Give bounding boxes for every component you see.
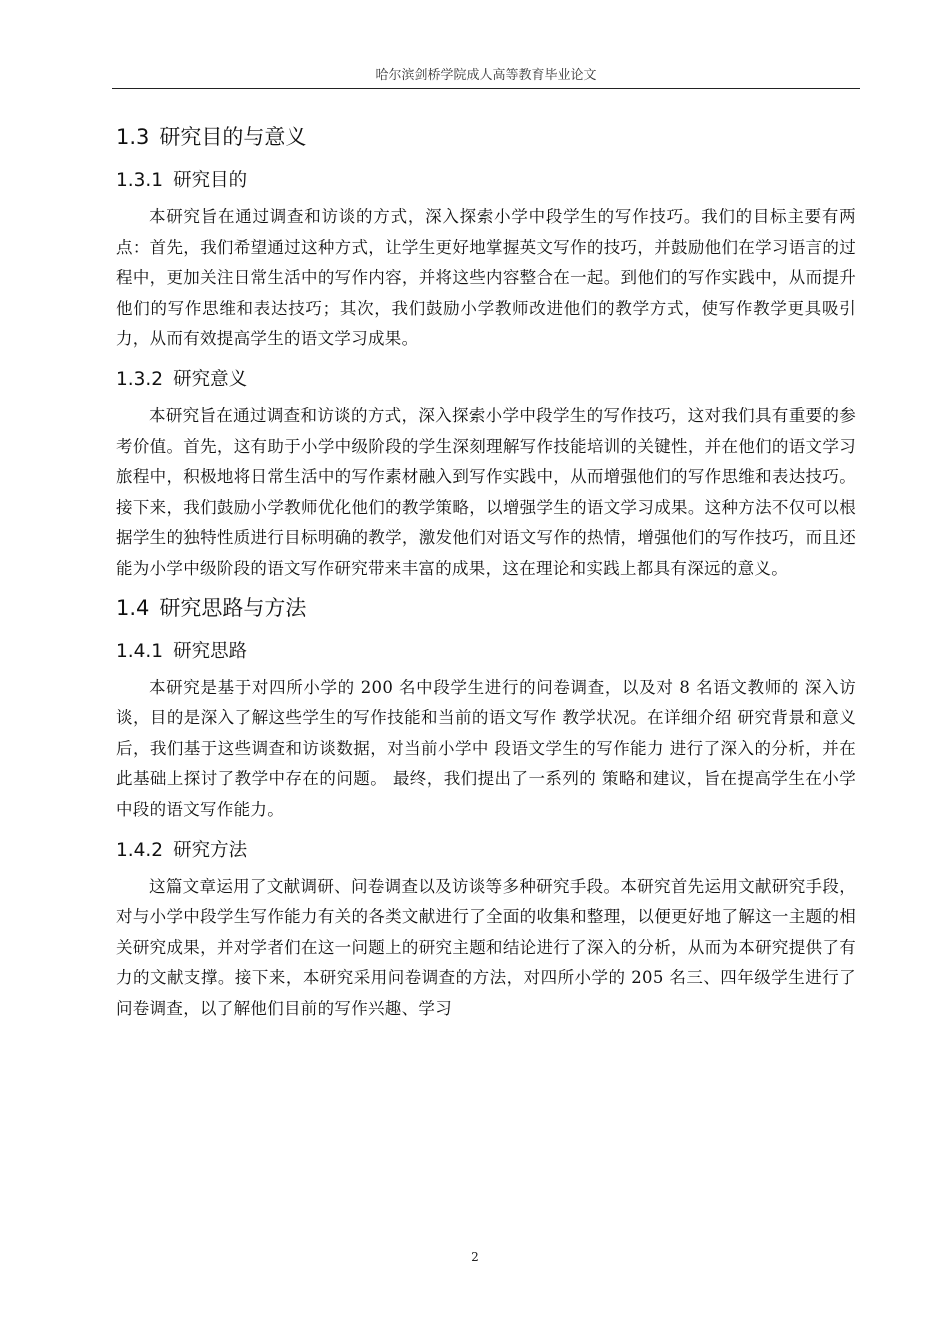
section-title: 研究目的与意义 bbox=[159, 125, 307, 149]
paragraph-research-approach: 本研究是基于对四所小学的 200 名中段学生进行的问卷调查，以及对 8 名语文教师的 深入访谈，目的是深入了解这些学生的写作技能和当前的语文写作 教学状况。在详细介绍 研究背景和意义后，我们基于这些调查和访谈数据，对当前小学中 段语文学生的写作能力 进行了深入的分析，并在此基础上探讨了教学中存在的问题。 最终，我们提出了一系列的 策略和建议，旨在提高学生在小学中段的语文写作能力。 bbox=[116, 677, 856, 819]
header-divider bbox=[112, 88, 860, 89]
subsection-title: 研究方法 bbox=[173, 839, 248, 861]
subsection-heading-1-4-1 bbox=[116, 633, 856, 671]
paragraph-research-purpose: 本研究旨在通过调查和访谈的方式，深入探索小学中段学生的写作技巧。我们的目标主要有两点：首先，我们希望通过这种方式，让学生更好地掌握英文写作的技巧，并鼓励他们在学习语言的过程中，更加关注日常生活中的写作内容，并将这些内容整合在一起。到他们的写作实践中，从而提升他们的写作思维和表达技巧；其次，我们鼓励小学教师改进他们的教学方式，使写作教学更具吸引力，从而有效提高学生的语文学习成果。 bbox=[116, 207, 856, 349]
subsection-number: 1.4.2 bbox=[116, 839, 164, 861]
subsection-heading-1-3-1 bbox=[116, 162, 856, 200]
subsection-heading-1-3-2 bbox=[116, 361, 856, 399]
page-header: 哈尔滨剑桥学院成人高等教育毕业论文 bbox=[375, 68, 597, 83]
page-number: 2 bbox=[471, 1250, 479, 1264]
document-body bbox=[116, 118, 856, 1024]
subsection-heading-1-4-2 bbox=[116, 832, 856, 870]
subsection-title: 研究意义 bbox=[173, 368, 248, 390]
section-heading-1-4 bbox=[116, 589, 856, 627]
subsection-title: 研究目的 bbox=[173, 170, 248, 191]
subsection-number: 1.3.1 bbox=[116, 170, 164, 191]
section-title: 研究思路与方法 bbox=[159, 595, 307, 620]
subsection-title: 研究思路 bbox=[173, 640, 248, 662]
paragraph-research-methods: 这篇文章运用了文献调研、问卷调查以及访谈等多种研究手段。本研究首先运用文献研究手段，对与小学中段学生写作能力有关的各类文献进行了全面的收集和整理，以便更好地了解这一主题的相关研究成果，并对学者们在这一问题上的研究主题和结论进行了深入的分析，从而为本研究提供了有力的文献支撑。接下来，本研究采用问卷调查的方法，对四所小学的 205 名三、四年级学生进行了问卷调查，以了解他们目前的写作兴趣、学习 bbox=[116, 876, 856, 1018]
section-heading-1-3 bbox=[116, 118, 856, 156]
section-number: 1.3 bbox=[116, 125, 150, 149]
subsection-number: 1.4.1 bbox=[116, 640, 164, 662]
section-number: 1.4 bbox=[116, 595, 150, 620]
subsection-number: 1.3.2 bbox=[116, 368, 164, 390]
paragraph-research-significance: 本研究旨在通过调查和访谈的方式，深入探索小学中段学生的写作技巧，这对我们具有重要的参考价值。首先，这有助于小学中级阶段的学生深刻理解写作技能培训的关键性，并在他们的语文学习旅程中，积极地将日常生活中的写作素材融入到写作实践中，从而增强他们的写作思维和表达技巧。接下来，我们鼓励小学教师优化他们的教学策略，以增强学生的语文学习成果。这种方法不仅可以根据学生的独特性质进行目标明确的教学，激发他们对语文写作的热情，增强他们的写作技巧，而且还能为小学中级阶段的语文写作研究带来丰富的成果，这在理论和实践上都具有深远的意义。 bbox=[116, 405, 856, 578]
